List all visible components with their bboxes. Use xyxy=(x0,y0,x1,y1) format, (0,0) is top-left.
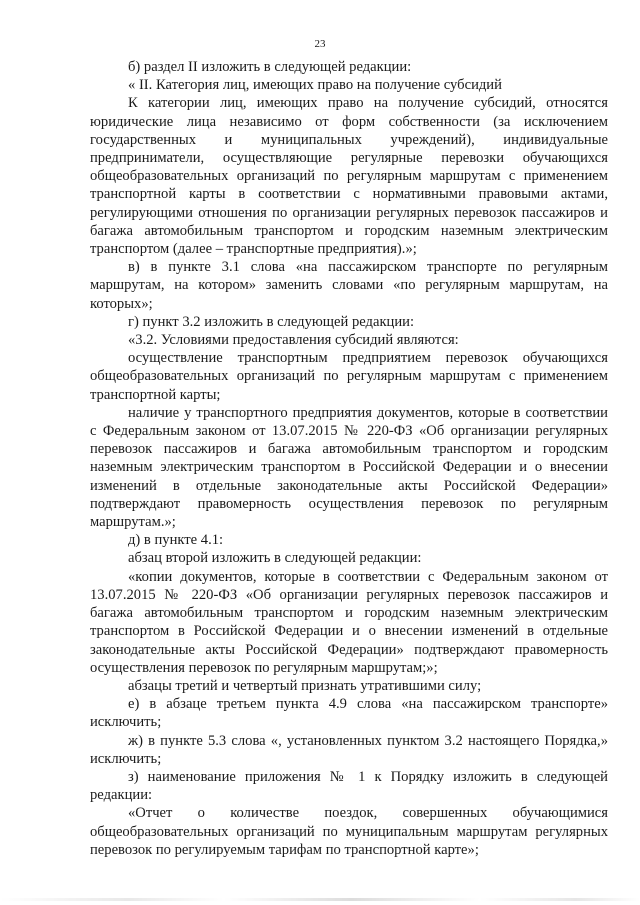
paragraph-section-b: б) раздел II изложить в следующей редакции: xyxy=(128,59,412,75)
paragraph-report-title: «Отчет о количестве поездок, совершенных обучающимися общеобразовательных организаций по муниципальным маршрутам регулярных перевозок по регулируемым тарифам по транспортной карте»; xyxy=(90,805,608,858)
paragraph-item-z: з) наименование приложения № 1 к Порядку изложить в следующей редакции: xyxy=(90,768,608,804)
paragraph-item-e: е) в абзаце третьем пункта 4.9 слова «на пассажирском транспорте» исключить; xyxy=(90,696,608,731)
document-body xyxy=(90,58,608,859)
paragraph-item-g: г) пункт 3.2 изложить в следующей редакции: xyxy=(128,313,415,330)
paragraph-second-abzac: абзац второй изложить в следующей редакции: xyxy=(128,550,422,567)
paragraph-condition-documents: наличие у транспортного предприятия документов, которые в соответствии с Федеральным законом от 13.07.2015 № 220-ФЗ «Об организации регулярных перевозок пассажиров и багажа автомобильным транспортом и городским наземным электрическим транспортом в Российской Федерации и о внесении изменений в отдельные законодательные акты Российской Федерации» подтверждают правомерность осуществления перевозок по регулярным маршрутам.»; xyxy=(90,404,608,531)
page-number: 23 xyxy=(314,38,326,50)
scan-edge-artifact xyxy=(0,898,640,901)
paragraph-item-v: в) в пункте 3.1 слова «на пассажирском транспорте по регулярным маршрутам, на котором» заменить словами «по регулярным маршрутам, на которых»; xyxy=(90,259,608,312)
paragraph-item-d: д) в пункте 4.1: xyxy=(128,532,224,549)
paragraph-clause-3-2: «3.2. Условиями предоставления субсидий являются: xyxy=(128,332,459,349)
paragraph-section-heading: « II. Категория лиц, имеющих право на получение субсидий xyxy=(128,77,502,94)
paragraph-abzacs-void: абзацы третий и четвертый признать утратившими силу; xyxy=(128,677,482,694)
paragraph-category-definition: К категории лиц, имеющих право на получение субсидий, относятся юридические лица независимо от форм собственности (за исключением государственных и муниципальных учреждений), индивидуальные предприниматели, осуществляющие регулярные перевозки обучающихся общеобразовательных организаций по регулярным маршрутам с применением транспортной карты в соответствии с нормативными правовыми актами, регулирующими отношения по организации регулярных перевозок пассажиров и багажа автомобильным транспортом и городским наземным электрическим транспортом (далее – транспортные предприятия).»; xyxy=(90,95,608,258)
paragraph-copies-of-documents: «копии документов, которые в соответствии с Федеральным законом от 13.07.2015 № 220-ФЗ «Об организации регулярных перевозок пассажиров и багажа автомобильным транспортом и городским наземным электрическим транспортом в Российской Федерации и о внесении изменений в отдельные законодательные акты Российской Федерации» подтверждают правомерность осуществления перевозок по регулярным маршрутам;»; xyxy=(90,568,608,676)
paragraph-condition-transport: осуществление транспортным предприятием перевозок обучающихся общеобразовательных организаций по регулярным маршрутам с применением транспортной карты; xyxy=(90,350,608,403)
paragraph-item-zh: ж) в пункте 5.3 слова «, установленных пунктом 3.2 настоящего Порядка,» исключить; xyxy=(90,732,608,767)
